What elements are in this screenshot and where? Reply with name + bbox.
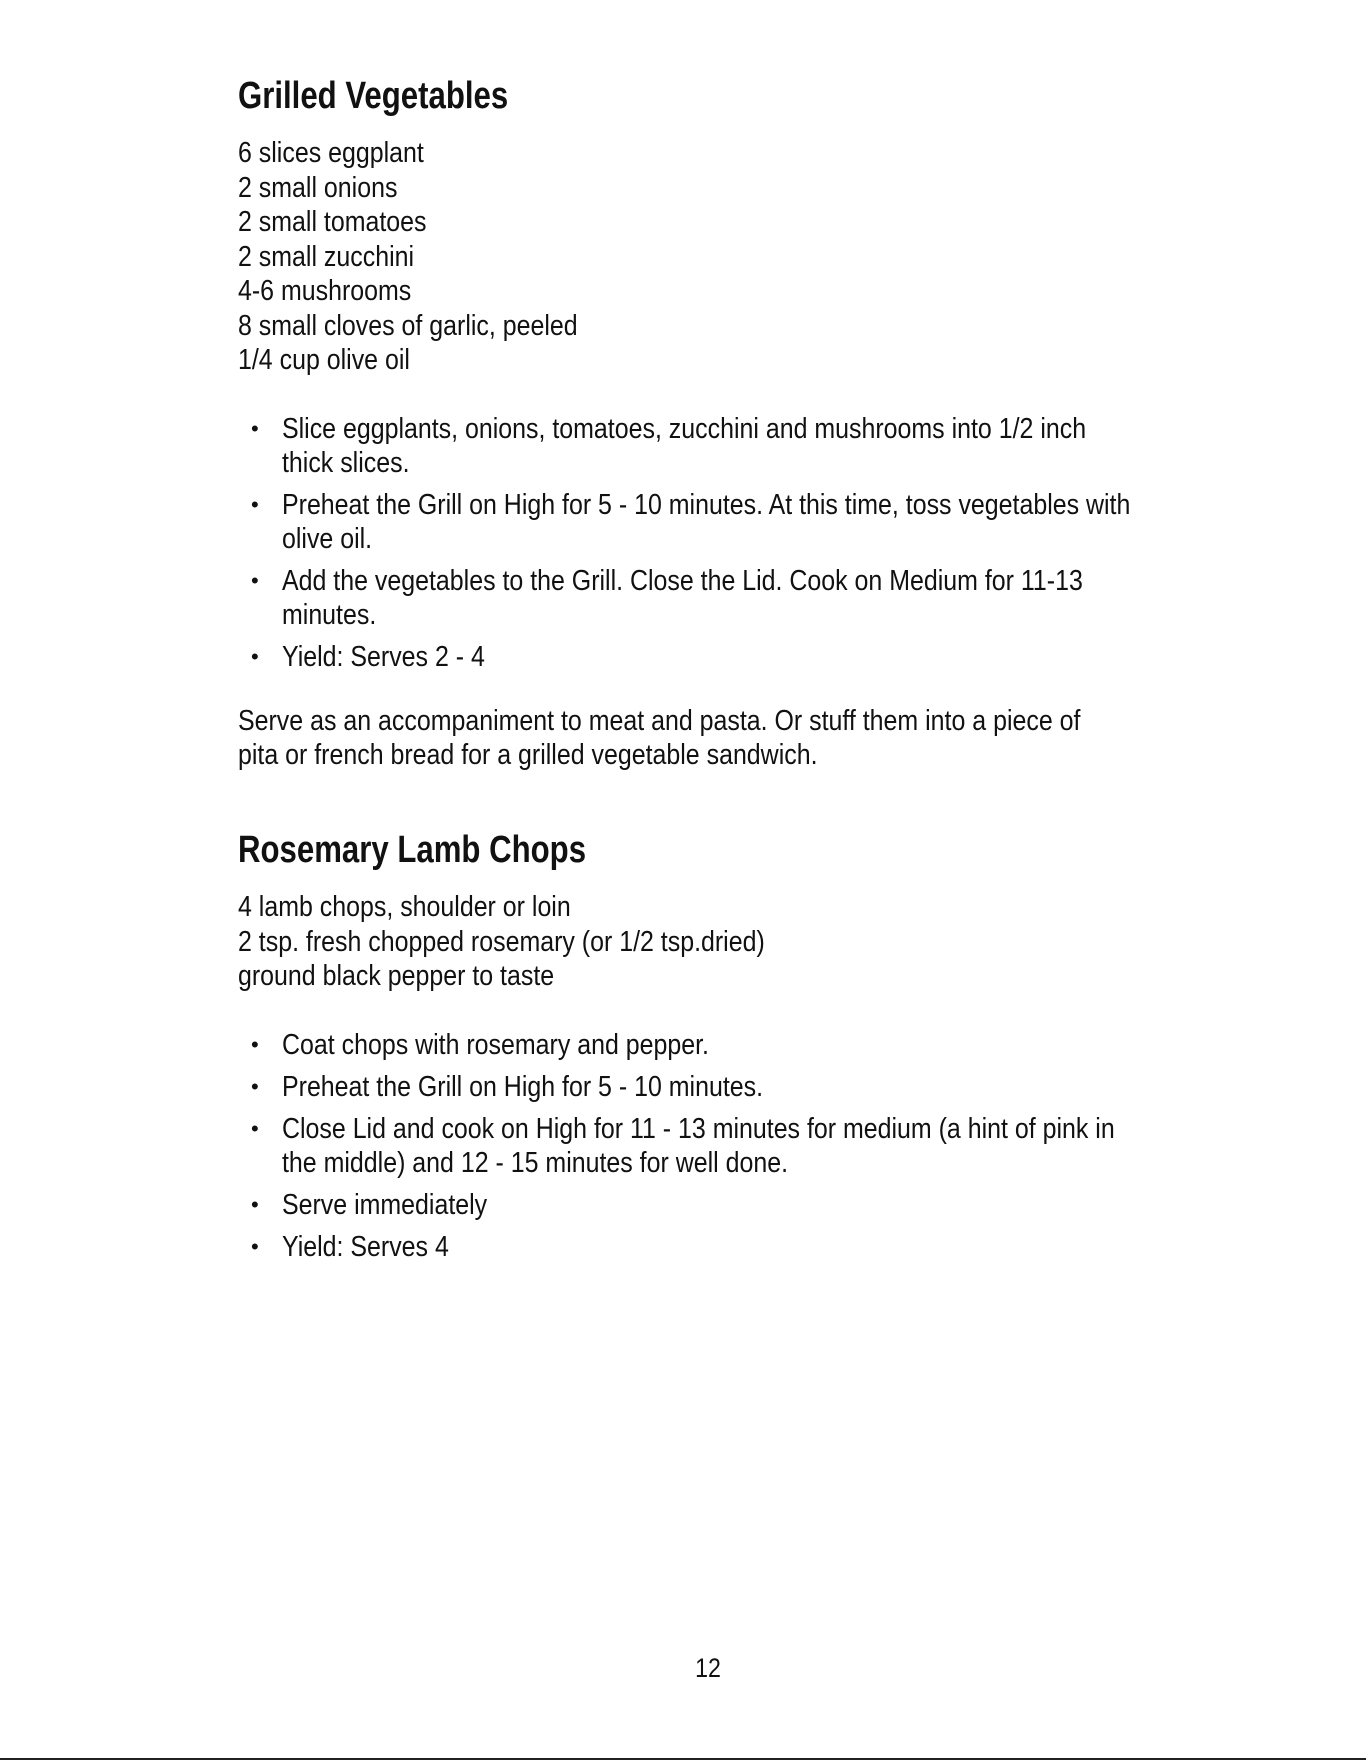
- instruction-item: [238, 1230, 1198, 1264]
- page-number: 12: [695, 1653, 721, 1683]
- instruction-item: [238, 1028, 1198, 1062]
- bullet-icon: •: [251, 1115, 259, 1141]
- instruction-text: Coat chops with rosemary and pepper.: [282, 1028, 709, 1061]
- bullet-icon: •: [251, 1031, 259, 1057]
- bullet-icon: •: [251, 1233, 259, 1259]
- instruction-text: Serve immediately: [282, 1188, 488, 1221]
- instruction-item: [238, 640, 1198, 674]
- ingredient-item: 4-6 mushrooms: [238, 275, 412, 307]
- ingredient-list: [238, 890, 1198, 994]
- instruction-list: [238, 412, 1198, 674]
- page-bottom-rule: [0, 1758, 1366, 1760]
- recipe-grilled-vegetables: [238, 72, 1198, 772]
- instruction-item: [238, 564, 1198, 632]
- bullet-icon: •: [251, 491, 259, 517]
- instruction-item: [238, 1188, 1198, 1222]
- bullet-icon: •: [251, 415, 259, 441]
- instruction-item: [238, 488, 1198, 556]
- instruction-text: Preheat the Grill on High for 5 - 10 minutes. At this time, toss vegetables with olive oil.: [282, 488, 1131, 555]
- instruction-text: Close Lid and cook on High for 11 - 13 minutes for medium (a hint of pink in the middle) and 12 - 15 minutes for well done.: [282, 1112, 1115, 1179]
- ingredient-item: 2 small onions: [238, 171, 398, 204]
- bullet-icon: •: [251, 643, 259, 669]
- recipe-title: Grilled Vegetables: [238, 75, 509, 117]
- bullet-icon: •: [251, 567, 259, 593]
- instruction-item: [238, 1112, 1198, 1180]
- instruction-item: [238, 412, 1198, 480]
- ingredient-item: 2 small zucchini: [238, 240, 415, 273]
- ingredient-item: 2 small tomatoes: [238, 206, 427, 238]
- instruction-text: Slice eggplants, onions, tomatoes, zucchini and mushrooms into 1/2 inch thick slices.: [282, 412, 1087, 479]
- ingredient-item: ground black pepper to taste: [238, 960, 555, 992]
- ingredient-item: 1/4 cup olive oil: [238, 344, 410, 376]
- instruction-text: Preheat the Grill on High for 5 - 10 minutes.: [282, 1070, 764, 1103]
- ingredient-item: 2 tsp. fresh chopped rosemary (or 1/2 tsp.dried): [238, 925, 765, 958]
- serving-note: Serve as an accompaniment to meat and pasta. Or stuff them into a piece of pita or french bread for a grilled vegetable sandwich.: [238, 704, 1081, 771]
- bullet-icon: •: [251, 1073, 259, 1099]
- recipe-rosemary-lamb-chops: [238, 826, 1198, 1272]
- ingredient-item: 6 slices eggplant: [238, 137, 424, 169]
- instruction-list: [238, 1028, 1198, 1264]
- instruction-item: [238, 1070, 1198, 1104]
- instruction-text: Yield: Serves 4: [282, 1230, 449, 1263]
- bullet-icon: •: [251, 1191, 259, 1217]
- recipe-title: Rosemary Lamb Chops: [238, 829, 587, 871]
- instruction-text: Add the vegetables to the Grill. Close the Lid. Cook on Medium for 11-13 minutes.: [282, 564, 1083, 631]
- ingredient-item: 8 small cloves of garlic, peeled: [238, 309, 578, 342]
- ingredient-list: [238, 136, 1198, 378]
- instruction-text: Yield: Serves 2 - 4: [282, 640, 485, 673]
- ingredient-item: 4 lamb chops, shoulder or loin: [238, 891, 571, 923]
